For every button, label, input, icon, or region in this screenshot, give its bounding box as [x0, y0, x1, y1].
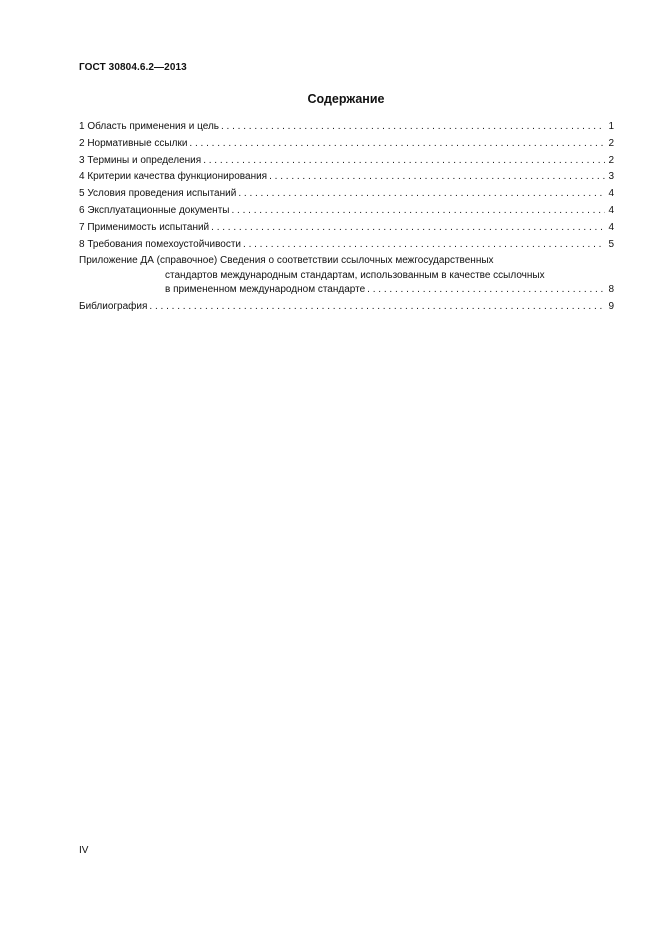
toc-leader-dots [269, 171, 605, 182]
document-code: ГОСТ 30804.6.2—2013 [79, 62, 187, 73]
toc-leader-dots [238, 188, 605, 199]
toc-item-page: 2 [608, 137, 614, 149]
toc-leader-dots [211, 222, 605, 233]
appendix-title-line: стандартов международным стандартам, использованным в качестве ссылочных [165, 269, 545, 281]
toc-item-normative-references[interactable] [79, 138, 614, 155]
toc-item-immunity-requirements[interactable] [79, 239, 614, 256]
toc-leader-dots [243, 239, 605, 250]
toc-item-label: 1 Область применения и цель [79, 121, 219, 132]
toc-item-page: 2 [608, 154, 614, 166]
toc-item-terms[interactable] [79, 155, 614, 172]
toc-item-scope[interactable] [79, 121, 614, 138]
toc-leader-dots [189, 138, 605, 149]
toc-item-operational-documents[interactable] [79, 205, 614, 222]
toc-item-page: 1 [608, 121, 614, 132]
toc-leader-dots [149, 301, 605, 312]
toc-leader-dots [221, 121, 605, 132]
toc-item-appendix[interactable] [79, 255, 614, 301]
toc-item-label: 8 Требования помехоустойчивости [79, 238, 242, 250]
toc-item-label: 7 Применимость испытаний [79, 221, 210, 233]
toc-item-label: 6 Эксплуатационные документы [79, 204, 230, 216]
toc-item-page: 9 [608, 301, 614, 313]
toc-item-bibliography[interactable] [79, 301, 614, 318]
toc-title: Содержание [307, 92, 385, 106]
toc-leader-dots [203, 155, 605, 166]
appendix-title-line: Приложение ДА (справочное) Сведения о соответствии ссылочных межгосударственных [79, 255, 494, 267]
appendix-title-last-line [79, 284, 614, 301]
toc-leader-dots [231, 205, 605, 216]
toc-item-page: 4 [608, 221, 614, 233]
toc-item-label: 2 Нормативные ссылки [79, 137, 188, 149]
toc-item-page: 5 [608, 238, 614, 250]
toc-item-test-conditions[interactable] [79, 188, 614, 205]
table-of-contents [79, 121, 614, 318]
toc-item-label: Библиография [79, 301, 148, 313]
toc-item-label: 5 Условия проведения испытаний [79, 188, 237, 200]
toc-item-page: 4 [608, 188, 614, 200]
page-number: IV [79, 845, 89, 856]
toc-item-page: 8 [608, 284, 614, 296]
toc-item-page: 4 [608, 204, 614, 216]
toc-leader-dots [367, 284, 605, 295]
toc-item-performance-criteria[interactable] [79, 171, 614, 188]
toc-item-label: в примененном международном стандарте [165, 284, 366, 296]
toc-item-page: 3 [608, 171, 614, 183]
toc-item-label: 3 Термины и определения [79, 154, 202, 166]
toc-item-test-applicability[interactable] [79, 222, 614, 239]
toc-item-label: 4 Критерии качества функционирования [79, 171, 268, 183]
